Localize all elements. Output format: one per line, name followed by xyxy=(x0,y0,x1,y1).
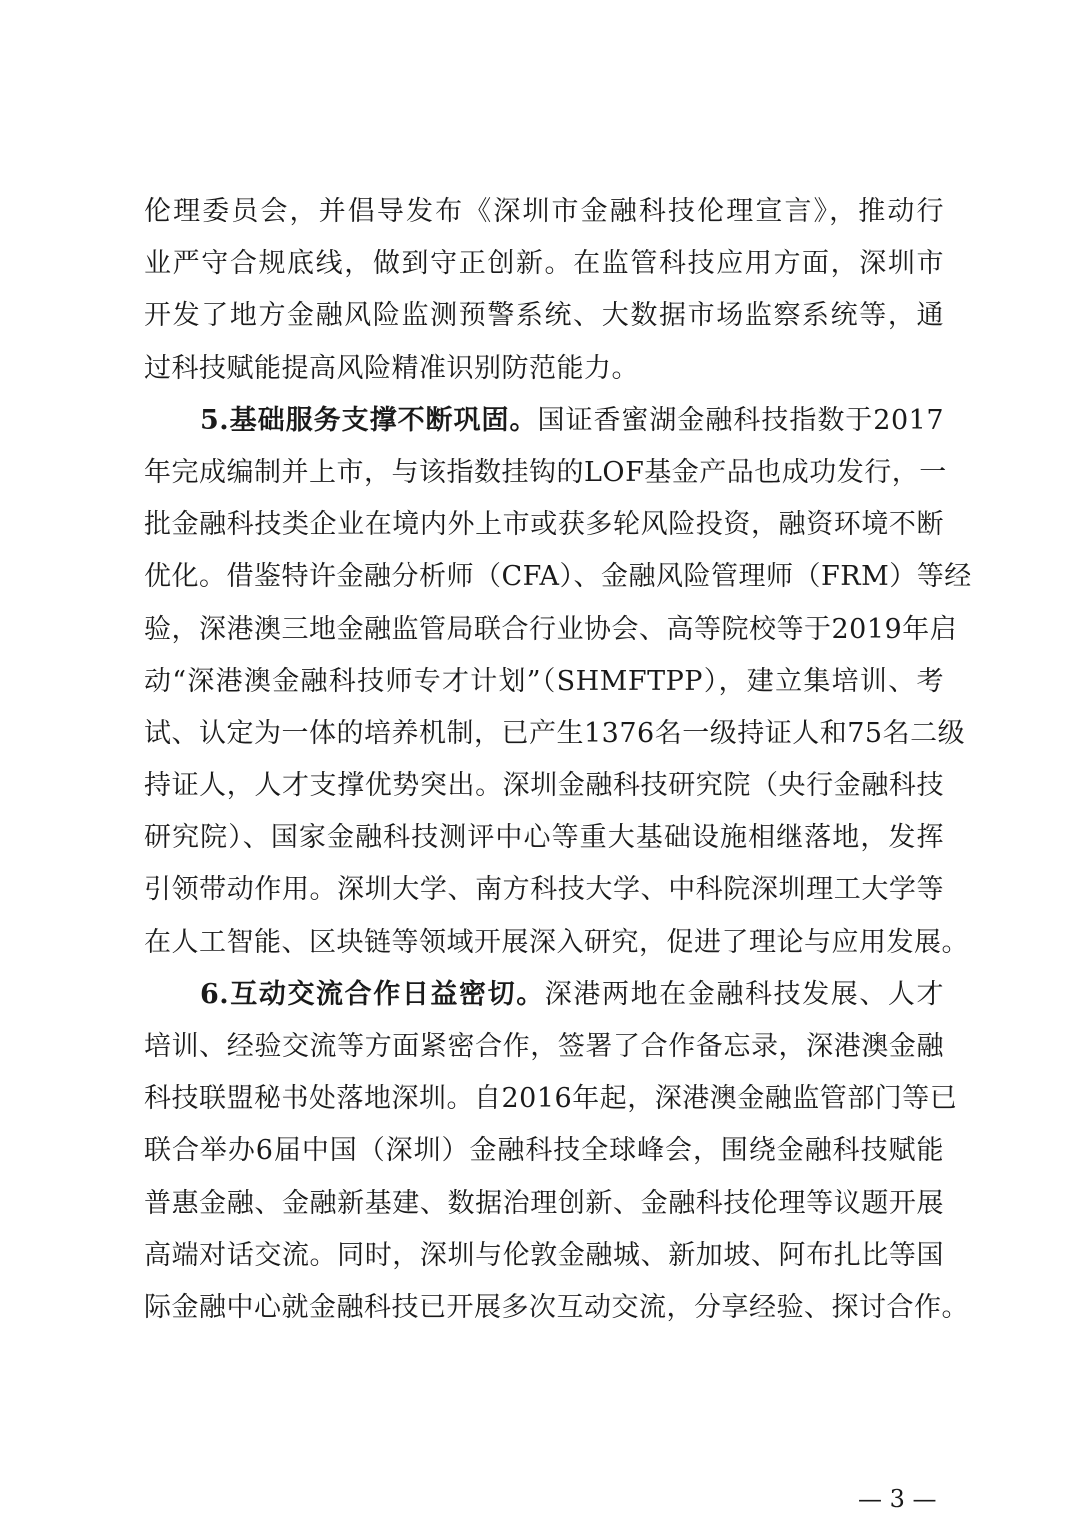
paragraph-line: 批金融科技类企业在境内外上市或获多轮风险投资，融资环境不断 xyxy=(144,509,944,541)
body-text xyxy=(144,186,972,1334)
section-6-first-line-text: 深港两地在金融科技发展、人才 xyxy=(544,978,944,1010)
section-5-heading: 5.基础服务支撑不断巩固。 xyxy=(200,404,538,436)
paragraph-line: 引领带动作用。深圳大学、南方科技大学、中科院深圳理工大学等 xyxy=(144,874,944,906)
paragraph-line: 普惠金融、金融新基建、数据治理创新、金融科技伦理等议题开展 xyxy=(144,1187,944,1219)
paragraph-line: 联合举办6届中国（深圳）金融科技全球峰会，围绕金融科技赋能 xyxy=(144,1135,944,1167)
paragraph-line: 高端对话交流。同时，深圳与伦敦金融城、新加坡、阿布扎比等国 xyxy=(144,1239,944,1271)
paragraph-line: 试、认定为一体的培养机制，已产生1376名一级持证人和75名二级 xyxy=(144,717,966,749)
paragraph-line: 业严守合规底线，做到守正创新。在监管科技应用方面，深圳市 xyxy=(144,248,944,280)
paragraph-line: 在人工智能、区块链等领域开展深入研究，促进了理论与应用发展。 xyxy=(144,926,969,958)
paragraph-line: 际金融中心就金融科技已开展多次互动交流，分享经验、探讨合作。 xyxy=(144,1291,969,1323)
paragraph-line: 研究院）、国家金融科技测评中心等重大基础设施相继落地，发挥 xyxy=(144,822,944,854)
paragraph-line: 伦理委员会，并倡导发布《深圳市金融科技伦理宣言》，推动行 xyxy=(144,196,944,227)
paragraph-line: 培训、经验交流等方面紧密合作，签署了合作备忘录，深港澳金融 xyxy=(144,1031,944,1062)
paragraph-line: 科技联盟秘书处落地深圳。自2016年起，深港澳金融监管部门等已 xyxy=(144,1083,958,1115)
paragraph-line: 优化。借鉴特许金融分析师（CFA）、金融风险管理师（FRM）等经 xyxy=(144,561,972,593)
paragraph-line: 年完成编制并上市，与该指数挂钩的LOF基金产品也成功发行，一 xyxy=(144,456,947,488)
page-number: — 3 — xyxy=(858,1485,937,1513)
section-6-heading: 6.互动交流合作日益密切。 xyxy=(200,978,545,1010)
section-6-first-line xyxy=(144,969,944,1021)
paragraph-line: 开发了地方金融风险监测预警系统、大数据市场监察系统等，通 xyxy=(144,300,944,332)
paragraph-line: 持证人，人才支撑优势突出。深圳金融科技研究院（央行金融科技 xyxy=(144,770,944,802)
paragraph-line: 验，深港澳三地金融监管局联合行业协会、高等院校等于2019年启 xyxy=(144,613,958,645)
section-5-first-line-text: 国证香蜜湖金融科技指数于2017 xyxy=(537,404,944,436)
paragraph-line: 过科技赋能提高风险精准识别防范能力。 xyxy=(144,352,639,384)
paragraph-line: 动“深港澳金融科技师专才计划”（SHMFTPP），建立集培训、考 xyxy=(144,665,944,697)
section-5-first-line xyxy=(144,395,944,447)
